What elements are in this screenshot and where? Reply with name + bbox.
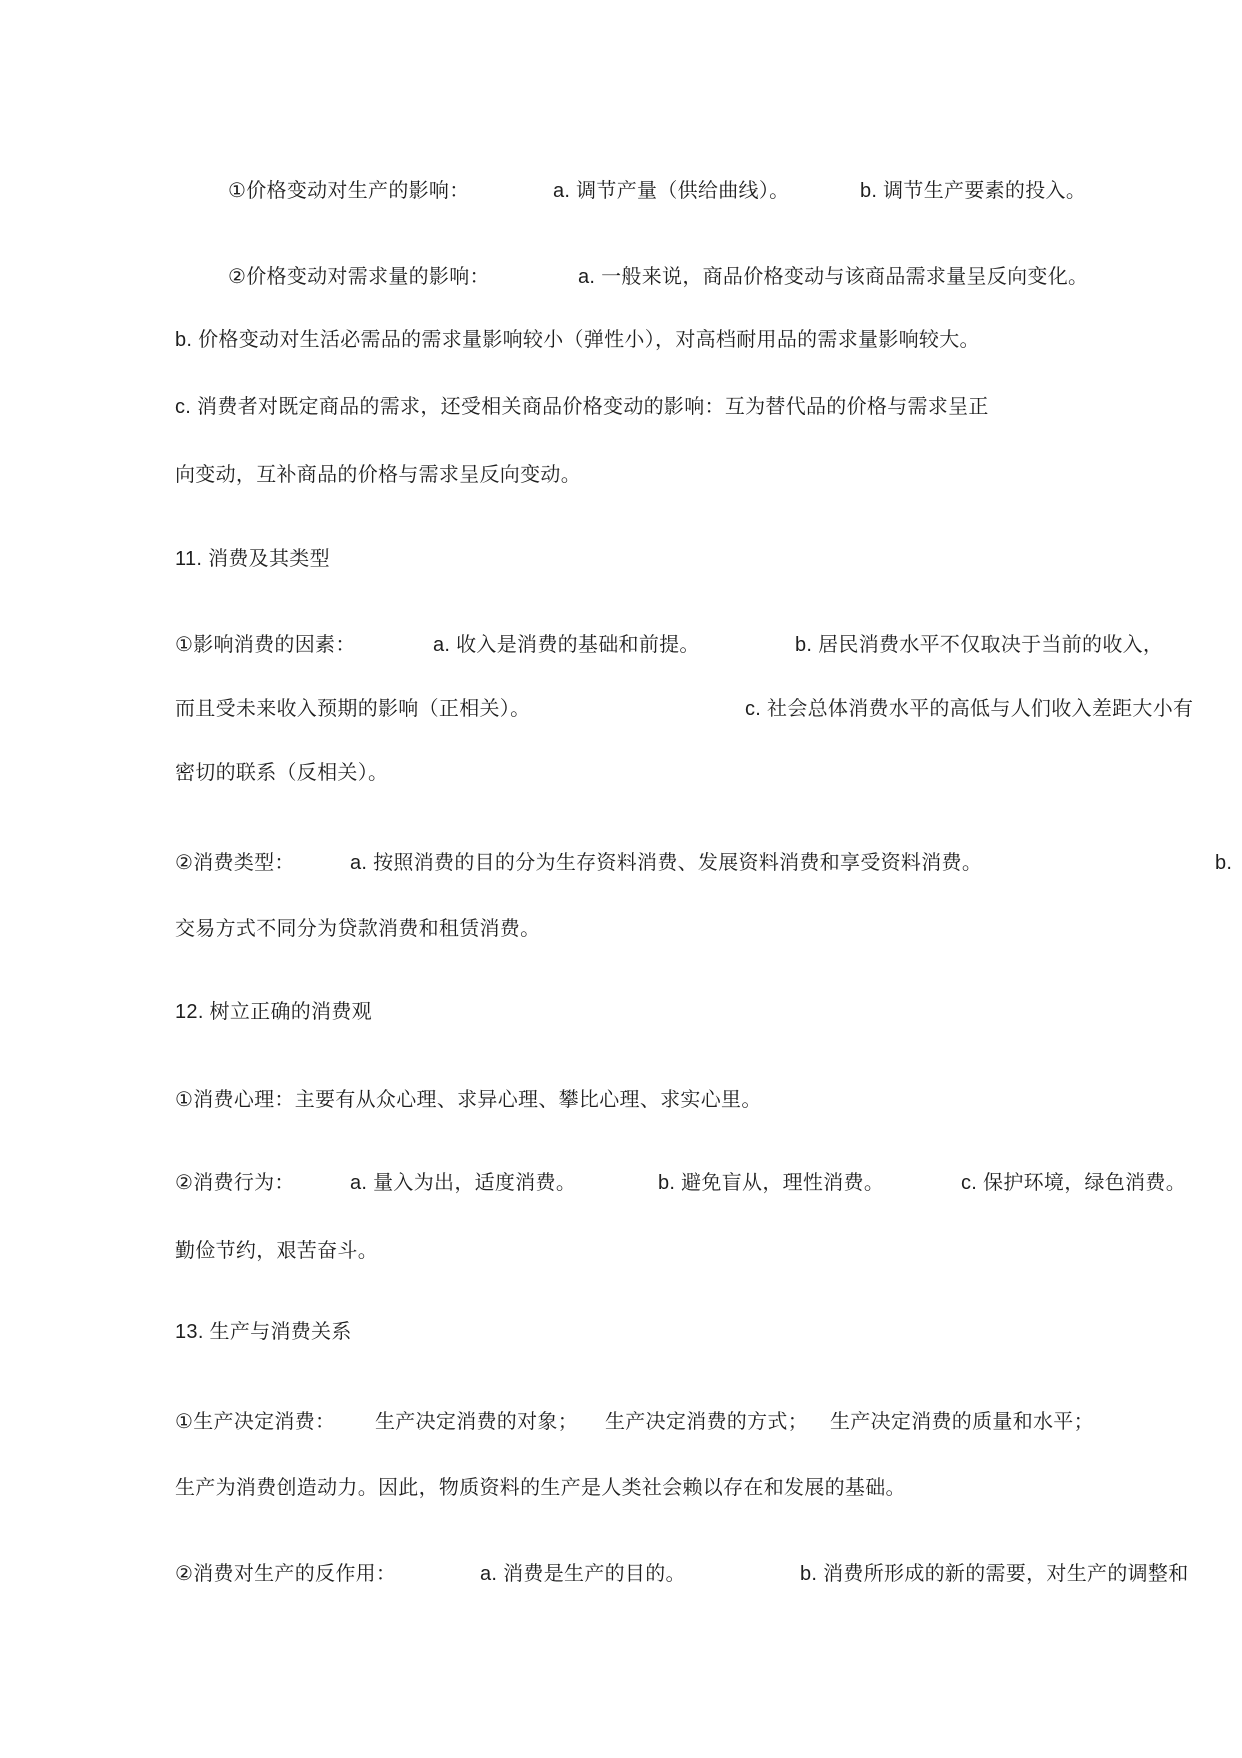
text-line: [0, 264, 1242, 292]
text-line: [0, 760, 1242, 788]
text-segment: c. 消费者对既定商品的需求，还受相关商品价格变动的影响：互为替代品的价格与需求呈正: [175, 396, 989, 418]
text-line: [0, 1319, 1242, 1347]
text-segment: a. 消费是生产的目的。: [480, 1563, 686, 1585]
text-segment: b. 避免盲从，理性消费。: [658, 1172, 885, 1194]
text-segment: 13. 生产与消费关系: [175, 1321, 352, 1343]
text-segment: 而且受未来收入预期的影响（正相关）。: [175, 698, 531, 720]
text-segment: 生产决定消费的质量和水平；: [830, 1411, 1094, 1433]
text-line: [0, 546, 1242, 574]
text-segment: b.: [1215, 852, 1233, 874]
text-segment: 向变动，互补商品的价格与需求呈反向变动。: [175, 464, 581, 486]
text-segment: a. 按照消费的目的分为生存资料消费、发展资料消费和享受资料消费。: [350, 852, 983, 874]
text-segment: 12. 树立正确的消费观: [175, 1001, 372, 1023]
text-segment: 交易方式不同分为贷款消费和租赁消费。: [175, 918, 541, 940]
text-segment: ②消费类型：: [175, 852, 295, 874]
text-line: [0, 1409, 1242, 1437]
text-segment: c. 社会总体消费水平的高低与人们收入差距大小有: [745, 698, 1194, 720]
text-segment: 生产决定消费的方式；: [605, 1411, 808, 1433]
text-segment: c. 保护环境，绿色消费。: [961, 1172, 1187, 1194]
text-line: [0, 999, 1242, 1027]
text-segment: ①消费心理：主要有从众心理、求异心理、攀比心理、求实心里。: [175, 1089, 762, 1111]
text-segment: b. 价格变动对生活必需品的需求量影响较小（弹性小），对高档耐用品的需求量影响较大。: [175, 329, 980, 351]
text-segment: a. 收入是消费的基础和前提。: [433, 634, 700, 656]
text-line: [0, 1238, 1242, 1266]
text-line: [0, 1087, 1242, 1115]
text-segment: ①生产决定消费：: [175, 1411, 336, 1433]
text-segment: ①影响消费的因素：: [175, 634, 356, 656]
text-line: [0, 327, 1242, 355]
text-line: [0, 696, 1242, 724]
text-segment: ②消费对生产的反作用：: [175, 1563, 397, 1585]
text-line: [0, 394, 1242, 422]
text-segment: a. 一般来说，商品价格变动与该商品需求量呈反向变化。: [578, 266, 1089, 288]
text-segment: 生产决定消费的对象；: [375, 1411, 578, 1433]
text-line: [0, 632, 1242, 660]
text-line: [0, 1561, 1242, 1589]
text-segment: ②价格变动对需求量的影响：: [228, 266, 490, 288]
text-segment: a. 量入为出，适度消费。: [350, 1172, 577, 1194]
text-line: [0, 462, 1242, 490]
text-line: [0, 850, 1242, 878]
text-line: [0, 1170, 1242, 1198]
text-segment: 勤俭节约，艰苦奋斗。: [175, 1240, 378, 1262]
text-segment: a. 调节产量（供给曲线）。: [553, 180, 790, 202]
text-segment: ②消费行为：: [175, 1172, 295, 1194]
text-line: [0, 916, 1242, 944]
text-segment: b. 调节生产要素的投入。: [860, 180, 1087, 202]
text-segment: 11. 消费及其类型: [175, 548, 330, 570]
text-segment: 生产为消费创造动力。因此，物质资料的生产是人类社会赖以存在和发展的基础。: [175, 1477, 906, 1499]
text-line: [0, 1475, 1242, 1503]
text-segment: b. 居民消费水平不仅取决于当前的收入，: [795, 634, 1164, 656]
text-segment: b. 消费所形成的新的需要，对生产的调整和: [800, 1563, 1189, 1585]
text-segment: ①价格变动对生产的影响：: [228, 180, 470, 202]
text-segment: 密切的联系（反相关）。: [175, 762, 389, 784]
text-line: [0, 178, 1242, 206]
